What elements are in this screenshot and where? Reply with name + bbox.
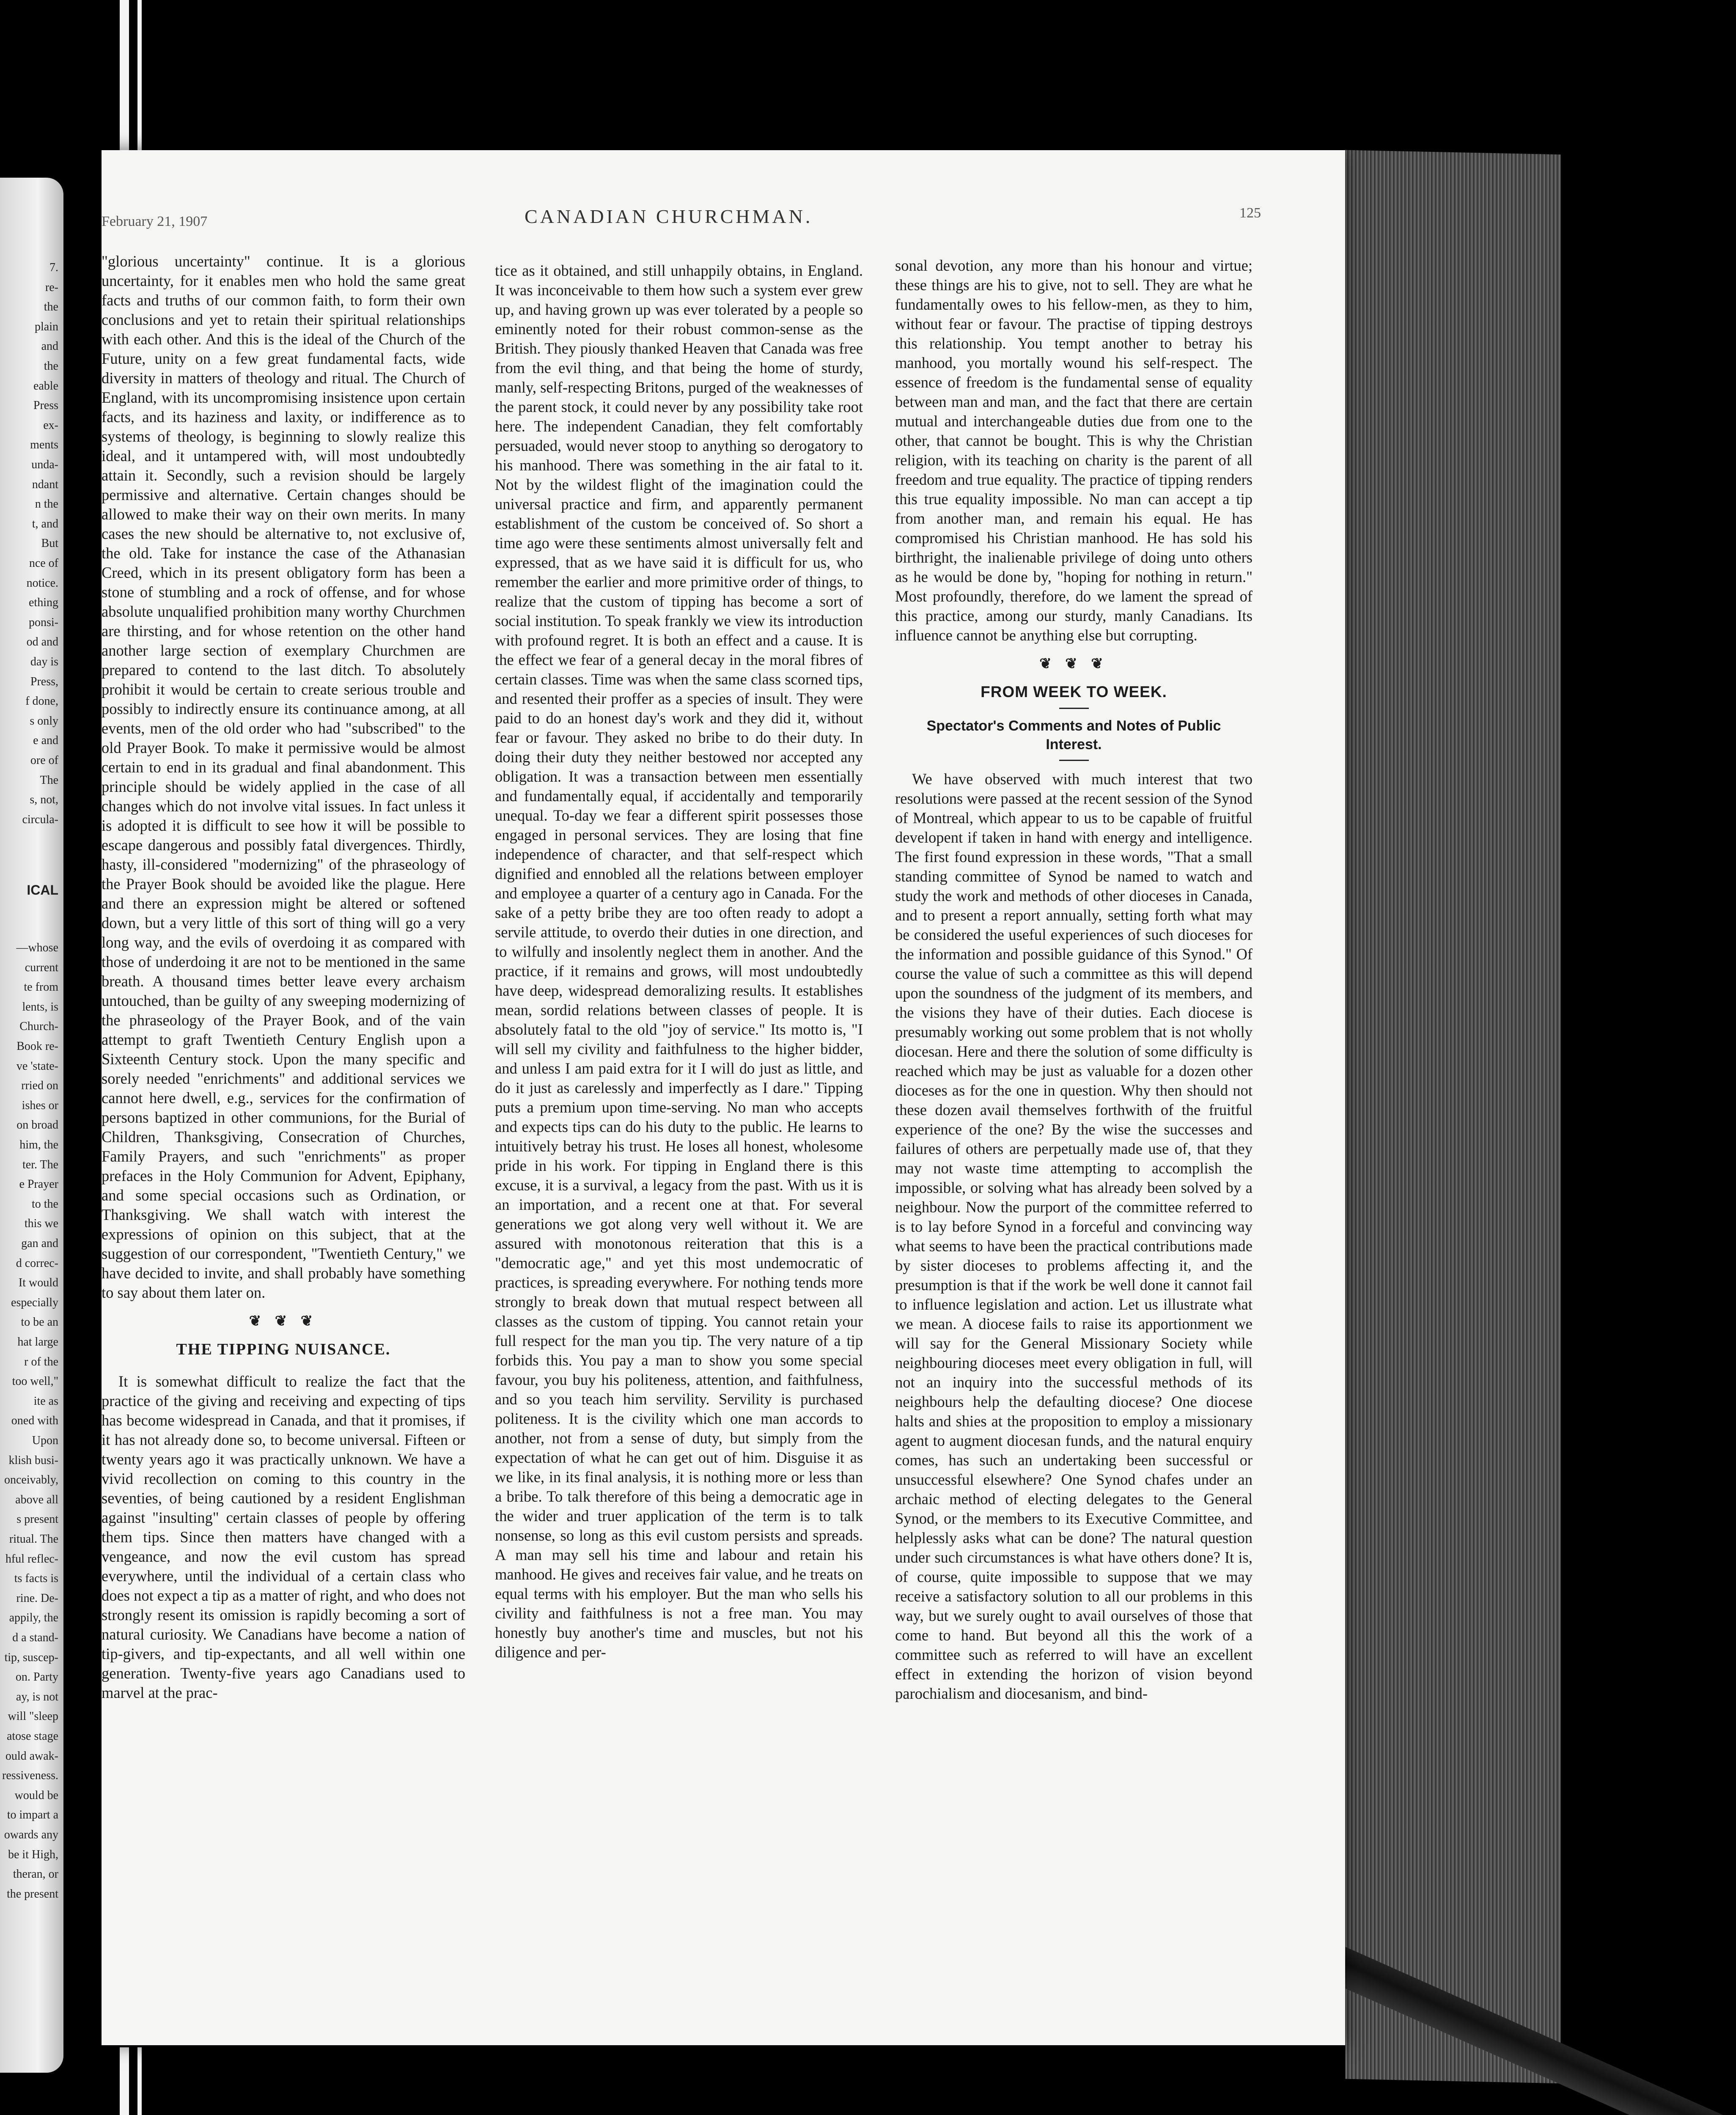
left-page-text-fragment: ay, is not	[16, 1690, 58, 1703]
left-page-text-fragment: Press	[33, 399, 58, 412]
left-page-text-fragment: the	[44, 300, 58, 314]
left-page-text-fragment: hful reflec-	[5, 1552, 58, 1566]
gutter-stripe	[137, 0, 142, 152]
left-page-text-fragment: ritual. The	[9, 1533, 58, 1546]
left-page-text-fragment: owards any	[4, 1828, 58, 1841]
left-page-text-fragment: te from	[24, 981, 58, 994]
left-page-text-fragment: The	[40, 773, 58, 787]
left-page-text-fragment: t, and	[32, 517, 58, 530]
column-1	[102, 252, 465, 1703]
header-date: February 21, 1907	[102, 214, 208, 229]
left-page-text-fragment: eable	[33, 379, 58, 393]
left-page-text-fragment: the present	[6, 1887, 58, 1901]
left-page-text-fragment: current	[25, 961, 58, 974]
article-paragraph: "glorious uncertainty" continue. It is a glorious uncertainty, for it enables men who hold the same great facts and truths of our common faith, to form their own conclusions and yet to retain their spiritual relationships with each other. And this is the ideal of the Church of the Future, unity on a few great fundamental facts, wide diversity in matters of theology and ritual. The Church of England, with its uncompromising insistence upon certain facts, and its haziness and laxity, or indifference as to systems of theology, is beginning to slowly realize this ideal, and it untampered with, will most undoubtedly attain it. Secondly, such a revision should be largely permissive and alternative. Certain changes should be allowed to make their way on their own merits. In many cases the new should be alternative to, not exclusive of, the old. Take for instance the case of the Athanasian Creed, which in its present obligatory form has been a stone of stumbling and a rock of offense, and for whose absolute unqualified prohibition many worthy Churchmen are thirsting, and for whose retention on the other hand another large section of exemplary Churchmen are prepared to contend to the last ditch. To absolutely prohibit it would be certain to create serious trouble and possibly to indirectly ensure its continuance among, at all events, men of the old order who had "subscribed" to the old Prayer Book. To make it permissive would be almost certain to end in its gradual and final abandonment. This principle should be widely applied in the case of all changes which do not involve vital issues. In fact unless it is adopted it is difficult to see how it will be possible to escape dangerous and possibly fatal divergences. Thirdly, hasty, ill-considered "modernizing" of the phraseology of the Prayer Book should be avoided like the plague. Here and there an expression might be altered or softened down, but a very little of this sort of thing will go a very long way, and the evils of overdoing it as compared with those of underdoing it are not to be mentioned in the same breath. A thousand times better leave every archaism untouched, than be guilty of any sweeping modernizing of the phraseology of the Prayer Book, and of the vain attempt to graft Twentieth Century English upon a Sixteenth Century stock. Upon the many specific and sorely needed "enrichments" and additional services we cannot here dwell, e.g., services for the confirmation of persons baptized in other communions, for the Burial of Children, Thanksgiving, Consecration of Churches, Family Prayers, and such "enrichments" as proper prefaces in the Holy Communion for Advent, Epiphany, and some special occasions such as Ordination, or Thanksgiving. We shall watch with interest the expressions of opinion on this subject, that at the suggestion of our correspondent, "Twentieth Century," we have decided to invite, and shall probably have something to say about them later on.	[102, 253, 465, 1301]
left-page-text-fragment: d correc-	[16, 1256, 58, 1270]
left-page-text-fragment: tip, suscep-	[4, 1651, 58, 1664]
left-page-text-fragment: ICAL	[27, 882, 58, 898]
section-subtitle: Spectator's Comments and Notes of Public Interest.	[926, 718, 1221, 753]
left-page-text-fragment: e and	[33, 734, 58, 747]
title-rule	[1059, 708, 1089, 709]
left-page-text-fragment: Church-	[19, 1020, 58, 1033]
left-page-text-fragment: appily, the	[9, 1611, 58, 1625]
left-page-text-fragment: to the	[32, 1197, 58, 1211]
left-page-fragment	[0, 178, 63, 2073]
left-page-text-fragment: this we	[24, 1217, 58, 1231]
left-page-text-fragment: to be an	[21, 1316, 58, 1329]
left-page-text-fragment: onceivably,	[4, 1473, 58, 1487]
page-edge-stack	[1345, 150, 1561, 2084]
newspaper-page	[102, 150, 1345, 2045]
section-title: FROM WEEK TO WEEK.	[981, 683, 1167, 700]
left-page-text-fragment: ore of	[30, 754, 58, 767]
left-page-text-fragment: above all	[15, 1493, 58, 1506]
left-page-text-fragment: n the	[35, 497, 58, 511]
left-page-text-fragment: e Prayer	[19, 1178, 58, 1191]
article-paragraph: We have observed with much interest that two resolutions were passed at the recent session of the Synod of Montreal, which appear to us to be capable of fruitful developent if taken in hand with energy and intelligence. The first found expression in these words, "That a small standing committee of Synod be named to watch and study the work and methods of other dioceses in Canada, and to present a report annually, setting forth what may be considered the useful experiences of such dioceses for the information and possible guidance of this Synod." Of course the value of such a committee as this will depend upon the soundness of the judgment of its members, and the visions they have of their duties. Each diocese is presumably working out some problem that is not wholly diocesan. Here and there the solution of some difficulty is reached which may be just as valuable for a dozen other dioceses as for the one in question. Why then should not these dozen avail themselves forthwith of the fruitful experience of the one? By the wise the successes and failures of others are perpetually made use of, that they may not waste time attempting to accomplish the impossible, or solving what has already been solved by a neighbour. Now the purport of the committee referred to is to lay before Synod in a forceful and convincing way what seems to have been the practical contributions made by sister dioceses to problems affecting it, and the presumption is that if the work be well done it cannot fail to influence legislation and action. Let us illustrate what we mean. A diocese fails to raise its apportionment we will say for the General Missionary Society while neighbouring dioceses meet every obligation in full, will not an inquiry into the successful methods of its neighbours help the defaulting diocese? One diocese halts and shies at the proposition to employ a missionary agent to augment diocesan funds, and the natural enquiry comes, has such an undertaking been successful or unsuccessful elsewhere? One Synod chafes under an archaic method of electing delegates to the General Synod, or the members to its Executive Committee, and helplessly asks what can be done? The natural question under such circumstances is what have others done? It is, of course, quite impossible to suppose that we may receive a satisfactory solution to all our problems in this way, but we surely ought to avail ourselves of those that come to hand. But beyond all this the work of a committee such as referred to will have an excellent effect in extending the horizon of vision beyond parochialism and diocesanism, and bind-	[895, 770, 1253, 1702]
left-page-text-fragment: ex-	[43, 418, 58, 432]
masthead-title: CANADIAN CHURCHMAN.	[525, 206, 813, 227]
left-page-text-fragment: s present	[16, 1513, 58, 1526]
column-3	[895, 256, 1253, 1703]
left-page-text-fragment: Upon	[32, 1434, 58, 1447]
left-page-text-fragment: klish busi-	[8, 1453, 58, 1467]
left-page-text-fragment: ressiveness.	[2, 1769, 58, 1783]
left-page-text-fragment: nce of	[29, 557, 58, 570]
left-page-text-fragment: ponsi-	[29, 615, 58, 629]
left-page-text-fragment: d a stand-	[12, 1631, 58, 1644]
column-2	[495, 261, 863, 1662]
left-page-text-fragment: 7.	[49, 261, 58, 274]
ornament-divider: ❦ ❦ ❦	[249, 1313, 318, 1329]
left-page-text-fragment: will "sleep	[8, 1710, 58, 1723]
title-rule	[1059, 760, 1089, 761]
page-number: 125	[1239, 205, 1261, 221]
left-page-text-fragment: oned with	[11, 1414, 58, 1428]
left-page-text-fragment: him, the	[19, 1138, 58, 1151]
left-page-text-fragment: Press,	[30, 675, 58, 688]
left-page-text-fragment: od and	[26, 635, 58, 649]
left-page-text-fragment: on. Party	[15, 1670, 58, 1684]
ornament-divider: ❦ ❦ ❦	[1039, 656, 1108, 672]
left-page-text-fragment: be it High,	[8, 1848, 58, 1861]
left-page-text-fragment: ts facts is	[14, 1572, 58, 1585]
left-page-text-fragment: ter. The	[22, 1158, 58, 1171]
left-page-text-fragment: to impart a	[7, 1808, 58, 1822]
article-paragraph: tice as it obtained, and still unhappily obtains, in England. It was inconceivable to them how such a system ever grew up, and having grown up was ever tolerated by a people so eminently noted for their robust common-sense as the British. They piously thanked Heaven that Canada was free from the evil thing, and that being the home of sturdy, manly, self-respecting Britons, purged of the weaknesses of the parent stock, it could never by any possibility take root here. The independent Canadian, they felt comfortably persuaded, would never stoop to anything so derogatory to his manhood. There was something in the air fatal to it. Not by the wildest flight of the imagination could the universal practice and firm, and apparently permanent establishment of the custom be conceived of. So short a time ago were these sentiments almost universally felt and expressed, that as we have said it is difficult for us, who remember the earlier and more primitive order of things, to realize that the custom of tipping has become a sort of social institution. To speak frankly we view its introduction with profound regret. It is both an effect and a cause. It is the effect we fear of a general decay in the moral fibres of certain classes. Time was when the same class scorned tips, and resented their proffer as a species of insult. They were paid to do an honest day's work and they did it, without fear or favour. They asked no bribe to do their duty. In doing their duty they neither bestowed nor accepted any obligation. It was a transaction between men essentially and fundamentally equal, if accidentally and temporarily unequal. To-day we fear a different spirit possesses those engaged in personal services. They are losing that fine independence of character, and that self-respect which dignified and ennobled all the relations between employer and employee a quarter of a century ago in Canada. For the sake of a petty bribe they are too often ready to adopt a servile attitude, to overdo their duties in one direction, and to wilfully and insolently neglect them in another. And the practice, if it remains and grows, will most undoubtedly have deep, widespread demoralizing results. It establishes mean, sordid relations between classes of people. It is absolutely fatal to the old "joy of service." Its motto is, "I will sell my civility and faithfulness to the higher bidder, and unless I am paid extra for it I will do just as little, and do it just as carelessly and imperfectly as I dare." Tipping puts a premium upon time-serving. No man who accepts and expects tips can do his duty to the public. He learns to intuitively betray his trust. He loses all honest, wholesome pride in his work. For tipping in England there is this excuse, it is a survival, a legacy from the past. With us it is an importation, and a recent one at that. For several generations we got along very well without it. We are assured with monotonous reiteration that this is a "democratic age," and yet this most undemocratic of practices, is spreading everywhere. For nothing tends more strongly to break down that mutual respect between all classes as the custom of tipping. You cannot retain your full respect for the man you tip. The very nature of a tip forbids this. You pay a man to show you some special favour, you buy his politeness, attention, and faithfulness, and so you teach him servility. Servility is purchased politeness. It is the civility which one man accords to another, not from a sense of duty, but simply from the expectation of what he can get out of him. Disguise it as we like, in its final analysis, it is nothing more or less than a bribe. To talk therefore of this being a democratic age in the wider and truer application of the term is to talk nonsense, so long as this evil custom persists and spreads. A man may sell his time and labour and retain his manhood. He gives and receives fair value, and he treats on equal terms with his employer. But the man who sells his civility and faithfulness is not a free man. You may honestly buy another's time and muscles, but not his diligence and per-	[495, 262, 863, 1661]
article-paragraph: sonal devotion, any more than his honour and virtue; these things are his to give, not to sell. They are what he fundamentally owes to his fellow-men, as they to him, without fear or favour. The practise of tipping destroys this relationship. You tempt another to betray his manhood, you mortally wound his self-respect. The essence of freedom is the fundamental sense of equality between man and man, and the fact that there are certain mutual and interchangeable duties due from one to the other, that cannot be bought. This is why the Christian religion, with its teaching on charity is the parent of all freedom and true equality. The practice of tipping renders this true equality impossible. No man can accept a tip from another man, and remain his equal. He has compromised his Christian manhood. He has sold his birthright, the inalienable privilege of doing unto others as he would be done by, "hoping for nothing in return." Most profoundly, therefore, do we lament the spread of this practice, among our sturdy, manly Canadians. Its influence cannot be anything else but corrupting.	[895, 257, 1253, 644]
left-page-text-fragment: day is	[30, 655, 58, 668]
left-page-text-fragment: hat large	[17, 1335, 58, 1349]
left-page-text-fragment: s, not,	[30, 793, 58, 807]
left-page-text-fragment: But	[41, 537, 58, 550]
left-page-text-fragment: ve 'state-	[16, 1059, 58, 1073]
article-paragraph: It is somewhat difficult to realize the fact that the practice of the giving and receiving and expecting of tips has become widespread in Canada, and that it promises, if it has not already done so, to become universal. Fifteen or twenty years ago it was practically unknown. We have a vivid recollection on coming to this country in the seventies, of being cautioned by a resident Englishman against "insulting" certain classes of people by offering them tips. Since then matters have changed with a vengeance, and now the evil custom has spread everywhere, until the individual of a certain class who does not expect a tip as a matter of right, and who does not strongly resent its omission is rapidly becoming a sort of natural curiosity. We Canadians have become a nation of tip-givers, and tip-expectants, and all well within one generation. Twenty-five years ago Canadians used to marvel at the prac-	[102, 1373, 465, 1701]
gutter-stripe	[120, 0, 129, 152]
left-page-text-fragment: notice.	[26, 576, 58, 590]
left-page-text-fragment: too well,"	[12, 1375, 58, 1388]
left-page-text-fragment: gan and	[21, 1237, 58, 1250]
left-page-text-fragment: plain	[35, 320, 58, 333]
left-page-text-fragment: It would	[18, 1276, 58, 1290]
left-page-text-fragment: re-	[45, 280, 58, 294]
article-title: THE TIPPING NUISANCE.	[176, 1340, 391, 1358]
left-page-text-fragment: theran, or	[13, 1868, 58, 1881]
left-page-text-fragment: atose stage	[6, 1730, 58, 1743]
left-page-text-fragment: the	[44, 360, 58, 373]
left-page-text-fragment: ould awak-	[5, 1749, 58, 1763]
left-page-text-fragment: rried on	[21, 1079, 58, 1093]
left-page-text-fragment: s only	[30, 714, 58, 728]
left-page-text-fragment: circula-	[22, 813, 58, 826]
left-page-text-fragment: Book re-	[16, 1040, 58, 1053]
left-page-text-fragment: ite as	[33, 1394, 58, 1408]
left-page-text-fragment: unda-	[31, 458, 58, 471]
left-page-text-fragment: f done,	[25, 695, 58, 708]
left-page-text-fragment: ndant	[32, 478, 58, 491]
left-page-text-fragment: ething	[29, 596, 58, 610]
left-page-text-fragment: r of the	[24, 1355, 58, 1368]
gutter-stripe	[120, 2047, 129, 2115]
left-page-text-fragment: on broad	[16, 1118, 58, 1132]
left-page-text-fragment: especially	[11, 1296, 58, 1309]
left-page-text-fragment: ishes or	[22, 1099, 58, 1112]
left-page-text-fragment: lents, is	[22, 1000, 58, 1014]
gutter-stripe	[137, 2047, 142, 2115]
left-page-text-fragment: and	[41, 340, 58, 353]
left-page-text-fragment: —whose	[16, 941, 58, 954]
page-header	[102, 205, 1345, 247]
left-page-text-fragment: ments	[30, 438, 58, 452]
left-page-text-fragment: would be	[14, 1788, 58, 1802]
left-page-text-fragment: rine. De-	[16, 1591, 58, 1605]
